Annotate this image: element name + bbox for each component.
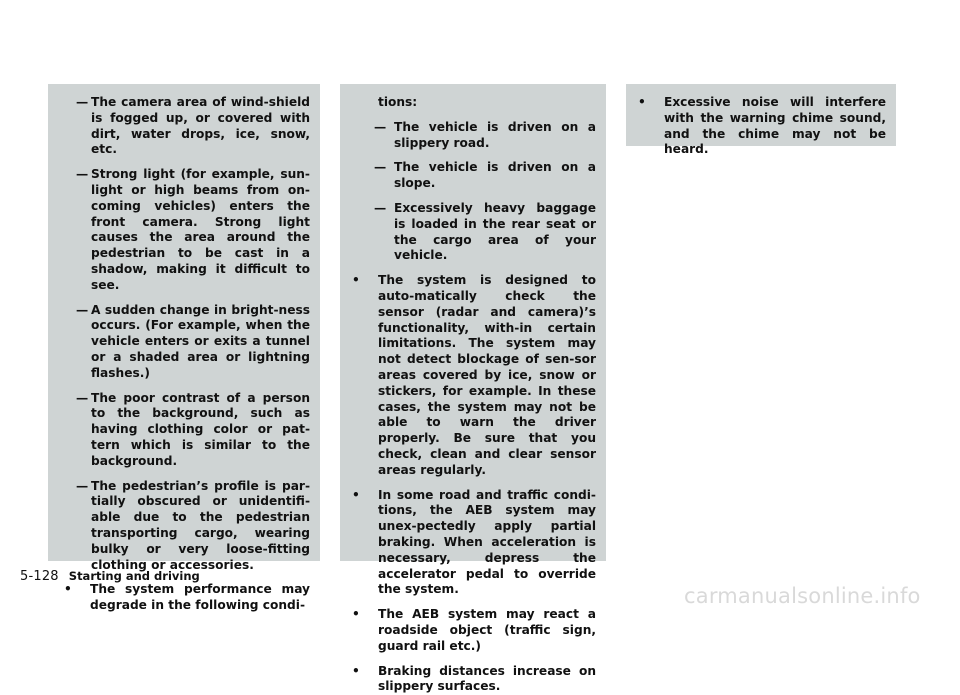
bullet-item-text: The system is designed to auto-matically check the sensor (radar and camera)’s functionality, with-in certain limitations. The system may not detect blockage of sen-sor areas covered by ice, snow or stickers, for example. In these cases, the system may not be able to warn the driver properly. Be sure that you check, clean and clear sensor areas regularly. xyxy=(378,273,596,477)
dash-marker: — xyxy=(76,303,88,319)
list-item xyxy=(64,167,310,293)
page-number: 5-128 xyxy=(20,569,59,584)
bullet-item-text: Excessive noise will interfere with the warning chime sound, and the chime may not be heard. xyxy=(664,95,886,156)
list-item xyxy=(64,479,310,574)
list-item-text: The vehicle is driven on a slippery road. xyxy=(394,120,596,150)
bullet-marker: • xyxy=(352,607,360,623)
list-item-text: Excessively heavy baggage is loaded in the rear seat or the cargo area of your vehicle. xyxy=(394,201,596,262)
list-item-text: The camera area of wind-shield is fogged up, or covered with dirt, water drops, ice, snow, etc. xyxy=(91,95,310,156)
bullet-marker: • xyxy=(352,273,360,289)
bullet-item-text: Braking distances increase on slippery surfaces. xyxy=(378,664,596,694)
list-item xyxy=(64,303,310,382)
bullet-marker: • xyxy=(638,95,646,111)
bullet-item xyxy=(638,95,886,158)
list-item xyxy=(352,160,596,192)
dash-marker: — xyxy=(76,95,88,111)
bullet-marker: • xyxy=(352,488,360,504)
bullet-item xyxy=(352,607,596,654)
dash-marker: — xyxy=(374,120,386,136)
bullet-item xyxy=(352,488,596,599)
watermark: carmanualsonline.info xyxy=(684,584,921,608)
dash-marker: — xyxy=(76,479,88,495)
warning-panel-middle xyxy=(340,84,606,561)
list-item-text: Strong light (for example, sun-light or high beams from on-coming vehicles) enters the front camera. Strong light causes the area around the pedestrian to be cast in a shadow, making it difficult to see. xyxy=(91,167,310,292)
bullet-item-text: In some road and traffic condi-tions, the AEB system may unex-pectedly apply partial braking. When acceleration is necessary, depress the accelerator pedal to override the system. xyxy=(378,488,596,597)
dash-marker: — xyxy=(76,391,88,407)
dash-marker: — xyxy=(76,167,88,183)
list-item-text: The pedestrian’s profile is par-tially obscured or unidentifi-able due to the pedestrian transporting cargo, wearing bulky or very loose-fitting clothing or accessories. xyxy=(91,479,310,572)
bullet-item xyxy=(64,582,310,614)
bullet-item-text: The AEB system may react a roadside object (traffic sign, guard rail etc.) xyxy=(378,607,596,653)
dash-marker: — xyxy=(374,201,386,217)
bullet-marker: • xyxy=(352,664,360,680)
list-item xyxy=(64,391,310,470)
bullet-item xyxy=(352,664,596,695)
dash-marker: — xyxy=(374,160,386,176)
list-item-text: The vehicle is driven on a slope. xyxy=(394,160,596,190)
bullet-item xyxy=(352,273,596,478)
bullet-marker: • xyxy=(64,582,72,598)
list-item xyxy=(352,120,596,152)
bullet-item-text: The system performance may degrade in the following condi- xyxy=(90,582,310,612)
list-item-text: A sudden change in bright-ness occurs. (For example, when the vehicle enters or exits a tunnel or a shaded area or lightning flashes.) xyxy=(91,303,310,380)
list-item xyxy=(352,201,596,264)
continuation-text: tions: xyxy=(352,95,596,111)
list-item xyxy=(64,95,310,158)
warning-panel-left xyxy=(48,84,320,561)
page-footer xyxy=(20,567,200,586)
list-item-text: The poor contrast of a person to the background, such as having clothing color or pat-tern which is similar to the background. xyxy=(91,391,310,468)
section-title: Starting and driving xyxy=(69,569,200,583)
warning-panel-right xyxy=(626,84,896,146)
